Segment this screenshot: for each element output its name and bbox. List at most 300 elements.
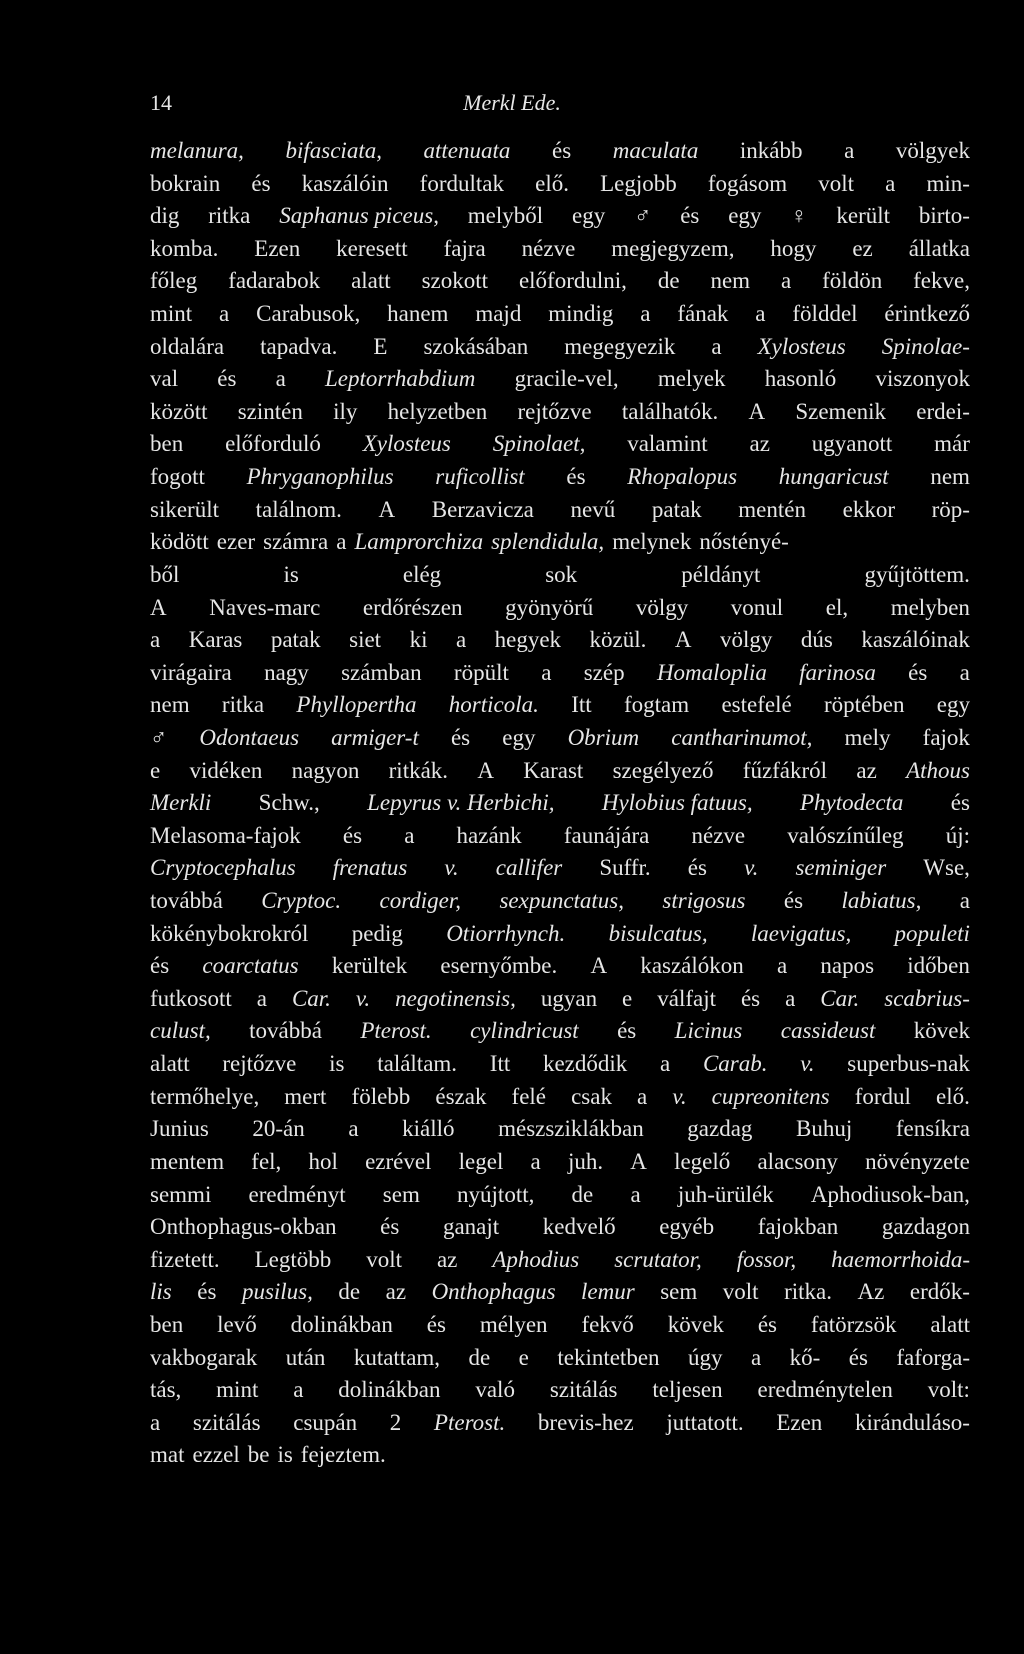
word: de	[338, 1279, 361, 1305]
word: vidéken	[189, 757, 263, 783]
word: birto-	[918, 203, 970, 229]
italic-word: maculata	[612, 138, 699, 163]
word: megjegyzem,	[611, 235, 735, 261]
word: ki	[409, 627, 428, 653]
text-line	[150, 983, 970, 1016]
word: sem	[660, 1279, 698, 1305]
word: Itt	[571, 692, 592, 718]
text-line	[150, 559, 970, 592]
word: vonul	[730, 594, 784, 620]
word: mélyen	[479, 1311, 548, 1337]
word: kaszálóin	[301, 170, 389, 196]
word: melyből	[467, 203, 544, 229]
word: a	[637, 1083, 648, 1109]
word: a	[844, 138, 855, 163]
word: melynek	[612, 529, 692, 555]
word: elő.	[535, 170, 569, 196]
word: völgy	[635, 594, 689, 620]
word: sikerült	[150, 496, 219, 522]
text-line	[150, 298, 970, 331]
italic-word: negotinensis,	[395, 985, 516, 1011]
word: ben	[150, 1311, 184, 1337]
word: eredménytelen	[757, 1377, 893, 1403]
italic-word: armiger-t	[331, 724, 419, 750]
italic-word: Xylosteus	[757, 333, 846, 359]
word: és	[566, 464, 586, 490]
word: alatt	[150, 1051, 190, 1077]
word: ezrével	[365, 1148, 432, 1174]
word: fizetett.	[150, 1246, 220, 1272]
word: legelő	[674, 1148, 731, 1174]
word: is	[283, 561, 299, 587]
italic-word: bisulcatus,	[608, 920, 708, 946]
word: sok	[545, 561, 578, 587]
word: ritka	[221, 692, 265, 718]
italic-word: farinosa	[799, 659, 876, 685]
word: földön	[822, 268, 883, 294]
word: ily	[333, 398, 358, 424]
word: fűzfákról	[742, 757, 828, 783]
word: fordultak	[419, 170, 504, 196]
word: röptében	[823, 692, 905, 718]
word: volt	[722, 1279, 759, 1305]
word: előfordulni,	[518, 268, 627, 294]
italic-word: Car.	[291, 985, 331, 1011]
italic-word: Leptorrhabdium	[325, 366, 476, 392]
word: után	[285, 1344, 326, 1370]
word: a	[776, 953, 788, 979]
word: kövek	[667, 1311, 724, 1337]
word: nézve	[691, 822, 746, 848]
word: patak	[270, 627, 321, 653]
word: ez	[852, 235, 873, 261]
italic-word: coarctatus	[202, 953, 299, 979]
italic-word: haemorrhoida-	[831, 1246, 970, 1272]
italic-word: populeti	[894, 920, 970, 946]
word: ♂	[150, 724, 168, 750]
word: pedig	[351, 920, 403, 946]
word: Karas	[188, 627, 243, 653]
text-line	[150, 168, 970, 201]
word: nem	[150, 692, 190, 718]
word: dolinákban	[338, 1377, 441, 1403]
word: de	[571, 1181, 594, 1207]
word: szokott	[421, 268, 489, 294]
text-line	[150, 363, 970, 396]
word: földdel	[792, 301, 858, 327]
text-line	[150, 1081, 970, 1114]
word: és	[251, 170, 271, 196]
word: juttatott.	[666, 1409, 744, 1435]
italic-word: labiatus,	[841, 888, 922, 914]
word: Schw.,	[258, 790, 320, 816]
word: a	[640, 301, 651, 327]
word: időben	[907, 953, 970, 979]
word: fölebb	[351, 1083, 411, 1109]
word: e	[150, 757, 161, 783]
word: ritkák.	[388, 757, 449, 783]
italic-word: laevigatus,	[750, 920, 852, 946]
word: sem	[382, 1181, 420, 1207]
text-line	[150, 526, 970, 559]
word: ♀	[790, 203, 808, 229]
word: kő-	[789, 1344, 821, 1370]
word: kedvelő	[542, 1214, 616, 1240]
word: röp-	[931, 496, 970, 522]
word: fának	[677, 301, 729, 327]
word: juh.	[567, 1148, 604, 1174]
word: röpült	[453, 659, 509, 685]
word: ganajt	[442, 1214, 500, 1240]
text-line	[150, 592, 970, 625]
word: tás,	[150, 1377, 182, 1403]
word: és	[551, 138, 572, 163]
italic-word: Cryptoc.	[261, 888, 342, 914]
word: ritka.	[784, 1279, 832, 1305]
italic-word: cordiger,	[379, 888, 462, 914]
word: és	[426, 1311, 446, 1337]
word: volt	[366, 1246, 402, 1272]
word: mentén	[738, 496, 806, 522]
word: is	[277, 1442, 293, 1468]
word: kaszálókon	[640, 953, 744, 979]
word: ♂	[634, 203, 652, 229]
word: fekvő	[581, 1311, 634, 1337]
italic-word: lis	[150, 1279, 172, 1305]
word: superbus-nak	[847, 1051, 970, 1077]
text-line	[150, 1048, 970, 1081]
word: növényzete	[865, 1148, 970, 1174]
text-line	[150, 1113, 970, 1146]
italic-word: v.	[355, 985, 371, 1011]
word: Legtöbb	[254, 1246, 332, 1272]
italic-word: Licinus	[674, 1018, 743, 1044]
word: a	[781, 268, 792, 294]
word: nagy	[264, 659, 309, 685]
word: fajok	[922, 724, 970, 750]
word: a	[336, 529, 347, 555]
word: a	[455, 627, 467, 653]
word: csupán	[293, 1409, 358, 1435]
word: kezdődik	[542, 1051, 628, 1077]
word: egy	[572, 203, 606, 229]
word: Itt	[489, 1051, 511, 1077]
word: és	[217, 366, 237, 392]
italic-word: Spinolaet,	[492, 431, 586, 457]
word: mint	[150, 301, 193, 327]
word: a	[150, 627, 161, 653]
word: melyek	[657, 366, 726, 392]
word: ből	[150, 561, 180, 587]
word: és	[150, 953, 170, 979]
word: az	[749, 431, 770, 457]
italic-word: Cryptocephalus	[150, 855, 296, 881]
word: és	[908, 659, 928, 685]
word: mindig	[548, 301, 614, 327]
word: semmi	[150, 1181, 212, 1207]
italic-word: seminiger	[795, 855, 887, 881]
italic-word: Lepyrus v. Herbichi,	[367, 790, 555, 816]
word: csak	[571, 1083, 612, 1109]
text-line	[150, 1276, 970, 1309]
word: már	[934, 431, 970, 457]
word: termőhelye,	[150, 1083, 260, 1109]
text-line	[150, 1407, 970, 1440]
word: völgyek	[895, 138, 970, 163]
word: megegyezik	[564, 333, 676, 359]
word: Melasoma-fajok	[150, 822, 301, 848]
italic-word: horticola.	[448, 692, 539, 718]
word: Buhuj	[796, 1116, 853, 1142]
word: a	[711, 333, 722, 359]
word: számban	[341, 659, 422, 685]
italic-word: ruficollist	[435, 464, 525, 490]
word: Szemenik	[795, 398, 887, 424]
text-line	[150, 624, 970, 657]
word: észak	[435, 1083, 487, 1109]
word: egy	[936, 692, 970, 718]
word: fejeztem.	[300, 1442, 386, 1468]
word: számra	[263, 529, 329, 555]
word: a	[256, 985, 267, 1011]
text-line	[150, 1309, 970, 1342]
body-text	[150, 135, 970, 1472]
text-line	[150, 428, 970, 461]
word: dig	[150, 203, 180, 229]
word: egy	[728, 203, 762, 229]
word: rejtőzve	[222, 1051, 297, 1077]
word: gazdag	[687, 1116, 753, 1142]
word: patak	[651, 496, 702, 522]
word: mert	[284, 1083, 327, 1109]
word: a	[885, 170, 896, 196]
word: szokásában	[423, 333, 529, 359]
text-line	[150, 1211, 970, 1244]
word: nőstényé-	[699, 529, 789, 555]
word: szitálás	[549, 1377, 618, 1403]
word: fajokban	[757, 1214, 839, 1240]
word: fel,	[251, 1148, 282, 1174]
word: Carabusok,	[256, 301, 361, 327]
word: de	[657, 268, 680, 294]
word: és	[687, 855, 707, 881]
word: fadarabok	[228, 268, 321, 294]
word: A	[674, 627, 692, 653]
italic-word: Phytodecta	[799, 790, 904, 816]
word: fatörzsök	[810, 1311, 897, 1337]
word: egyéb	[659, 1214, 715, 1240]
word: továbbá	[150, 888, 223, 914]
word: Onthophagus-okban	[150, 1214, 337, 1240]
word: mészsziklákban	[498, 1116, 644, 1142]
italic-word: v.	[444, 855, 459, 881]
word: kiránduláso-	[854, 1409, 970, 1435]
word: nem	[930, 464, 970, 490]
word: és	[197, 1279, 217, 1305]
word: új:	[945, 822, 970, 848]
italic-word: attenuata	[423, 138, 511, 163]
text-line	[150, 1179, 970, 1212]
word: kaszálóinak	[861, 627, 970, 653]
word: válfajt	[657, 985, 716, 1011]
text-line	[150, 950, 970, 983]
italic-word: Pterost.	[360, 1018, 432, 1044]
word: állatka	[908, 235, 970, 261]
word: a	[660, 1051, 671, 1077]
word: hanem	[387, 301, 449, 327]
italic-word: lemur	[581, 1279, 635, 1305]
word: min-	[926, 170, 970, 196]
italic-word: frenatus	[332, 855, 408, 881]
text-line	[150, 1374, 970, 1407]
word: ezzel	[192, 1442, 240, 1468]
word: komba.	[150, 235, 219, 261]
word: való	[475, 1377, 515, 1403]
word: be	[247, 1442, 270, 1468]
word: faunájára	[563, 822, 650, 848]
italic-word: v.	[744, 855, 759, 881]
word: az	[385, 1279, 407, 1305]
text-line	[150, 494, 970, 527]
word: esernyőmbe.	[440, 953, 558, 979]
word: kiálló	[402, 1116, 455, 1142]
word: teljesen	[652, 1377, 723, 1403]
italic-word: splendidula,	[491, 529, 605, 555]
word: a	[959, 888, 970, 914]
word: valószínűleg	[787, 822, 904, 848]
word: vakbogarak	[150, 1344, 258, 1370]
word: nagyon	[291, 757, 360, 783]
word: de	[468, 1344, 491, 1370]
word: 20-án	[252, 1116, 305, 1142]
word: eredményt	[248, 1181, 346, 1207]
italic-word: Car.	[820, 985, 860, 1011]
word: szitálás	[192, 1409, 261, 1435]
word: és	[680, 203, 700, 229]
word: kövek	[913, 1018, 970, 1044]
text-line	[150, 885, 970, 918]
text-line	[150, 689, 970, 722]
word: találnom.	[255, 496, 342, 522]
word: majd	[475, 301, 522, 327]
text-line	[150, 233, 970, 266]
word: Wse,	[923, 855, 970, 881]
word: Legjobb	[600, 170, 677, 196]
word: gracile-vel,	[514, 366, 619, 392]
italic-word: Homaloplia	[656, 659, 767, 685]
text-line	[150, 396, 970, 429]
italic-word: callifer	[495, 855, 563, 881]
word: ekkor	[842, 496, 895, 522]
word: brevis-hez	[537, 1409, 634, 1435]
text-line	[150, 755, 970, 788]
word: Aphodiusok-ban,	[810, 1181, 970, 1207]
word: és	[757, 1311, 778, 1337]
word: alacsony	[757, 1148, 838, 1174]
word: erdőrészen	[362, 594, 463, 620]
text-line	[150, 852, 970, 885]
text-line	[150, 1146, 970, 1179]
word: szegélyező	[612, 757, 714, 783]
text-line	[150, 461, 970, 494]
word: és	[617, 1018, 637, 1044]
word: volt:	[927, 1377, 970, 1403]
word: mat	[150, 1442, 185, 1468]
word: a	[348, 1116, 359, 1142]
word: el,	[825, 594, 849, 620]
word: volt	[818, 170, 854, 196]
word: fensíkra	[895, 1116, 970, 1142]
italic-word: pusilus,	[241, 1279, 313, 1305]
word: e	[518, 1344, 529, 1370]
word: A	[748, 398, 766, 424]
word: között	[150, 398, 208, 424]
word: a	[959, 659, 970, 685]
word: futkosott	[150, 985, 232, 1011]
word: ritka	[208, 203, 251, 229]
italic-word: Phyllopertha	[296, 692, 417, 718]
word: Ezen	[776, 1409, 823, 1435]
italic-word: v.	[800, 1051, 815, 1077]
word: A	[590, 953, 608, 979]
word: hogy	[770, 235, 817, 261]
word: példányt	[681, 561, 761, 587]
word: fajra	[443, 235, 486, 261]
word: a	[530, 1148, 541, 1174]
word: juh-ürülék	[677, 1181, 774, 1207]
word: nevű	[570, 496, 616, 522]
italic-word: Aphodius	[492, 1246, 580, 1272]
italic-word: Merkli	[150, 790, 212, 816]
word: találhatók.	[621, 398, 719, 424]
word: a	[219, 301, 230, 327]
word: egy	[502, 724, 536, 750]
word: levő	[217, 1311, 257, 1337]
word: e	[622, 985, 633, 1011]
word: főleg	[150, 268, 198, 294]
word: estefelé	[721, 692, 792, 718]
word: a	[755, 301, 766, 327]
word: és	[950, 790, 970, 816]
text-line	[150, 657, 970, 690]
word: a	[750, 1344, 762, 1370]
word: valamint	[627, 431, 708, 457]
italic-word: Carab.	[702, 1051, 768, 1077]
word: rejtőzve	[517, 398, 592, 424]
word: oldalára	[150, 333, 225, 359]
italic-word: culust,	[150, 1018, 211, 1044]
word: A	[378, 496, 396, 522]
word: legel	[458, 1148, 504, 1174]
text-line	[150, 918, 970, 951]
italic-word: cylindricust	[470, 1018, 579, 1044]
italic-word: Saphanus piceus,	[279, 203, 439, 229]
italic-word: Odontaeus	[199, 724, 300, 750]
italic-word: sexpunctatus,	[499, 888, 625, 914]
italic-word: Otiorrhynch.	[446, 920, 566, 946]
italic-word: v.	[672, 1083, 687, 1109]
word: alatt	[351, 268, 391, 294]
word: felé	[511, 1083, 546, 1109]
word: fogtam	[623, 692, 690, 718]
word: az	[856, 757, 877, 783]
word: E	[373, 333, 388, 359]
word: ugyanott	[811, 431, 893, 457]
word: nem	[710, 268, 751, 294]
word: az	[436, 1246, 458, 1272]
text-line	[150, 265, 970, 298]
word: ködött	[150, 529, 209, 555]
